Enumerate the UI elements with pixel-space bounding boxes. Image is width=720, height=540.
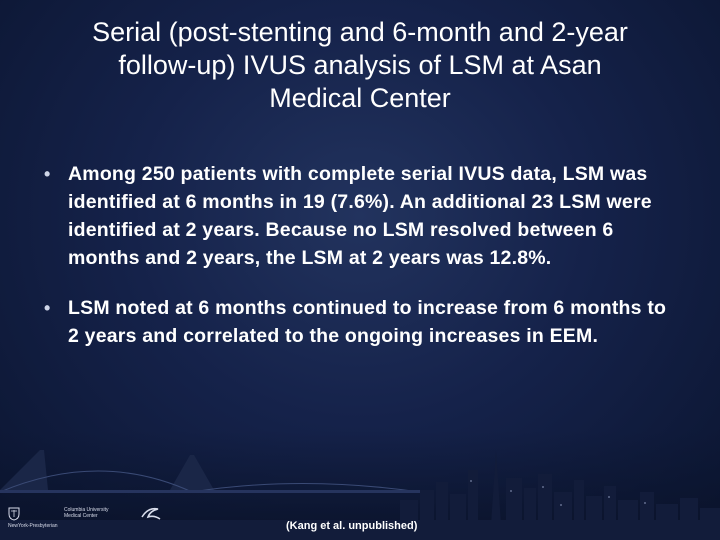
bullet-dot-icon: •: [44, 164, 51, 184]
bullet-text: Among 250 patients with complete serial IVUS data, LSM was identified at 6 months in 19 (7.6%). An additional 23 LSM were identified at 2 years. Because no LSM resolved between 6 months and 2 years, the LSM at 2 years was 12.8%.: [68, 163, 652, 269]
citation: (Kang et al. unpublished): [286, 520, 418, 532]
title-line-2: follow-up) IVUS analysis of LSM at Asan: [118, 50, 602, 80]
partner-logo: [134, 505, 194, 539]
logo-text-columbia: Columbia University Medical Center: [64, 507, 109, 519]
bullet-list: [44, 160, 674, 372]
bullet-item: [44, 160, 674, 272]
university-crest-icon: [8, 507, 20, 521]
slide-title: [10, 16, 710, 115]
title-line-3: Medical Center: [269, 83, 451, 113]
title-line-1: Serial (post-stenting and 6-month and 2-year: [92, 17, 628, 47]
logo-text-presbyterian: NewYork-Presbyterian: [8, 523, 58, 529]
bullet-item: [44, 294, 674, 350]
swirl-logo-icon: [140, 505, 162, 523]
columbia-presbyterian-logo: [8, 505, 118, 539]
bullet-text: LSM noted at 6 months continued to increase from 6 months to 2 years and correlated to the ongoing increases in EEM.: [68, 297, 667, 347]
bullet-dot-icon: •: [44, 298, 51, 318]
